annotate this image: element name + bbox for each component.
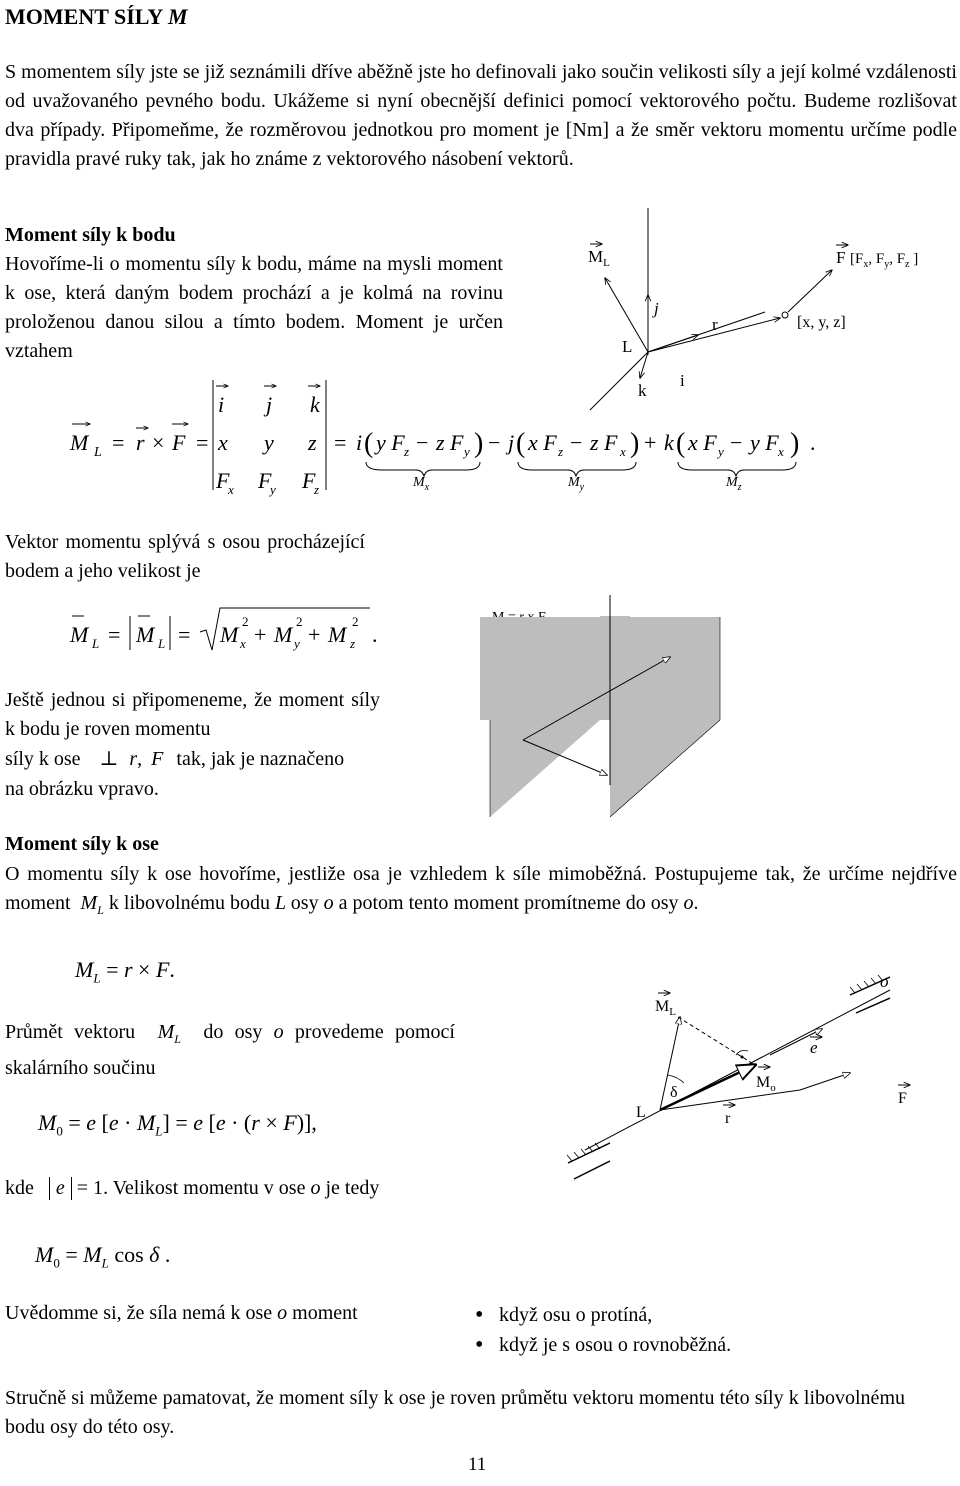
svg-text:k: k (664, 430, 674, 455)
svg-text:+: + (308, 622, 321, 647)
svg-text:x: x (240, 636, 246, 651)
formula-ml-cross: $M_L = r \times F$. (75, 957, 175, 986)
svg-text:M: M (136, 622, 155, 647)
svg-text:M: M (70, 622, 89, 647)
svg-text:M: M (328, 622, 347, 647)
fig1-xyz-label: [x, y, z] (797, 314, 846, 331)
list-item: • když osu o protíná, (475, 1300, 731, 1330)
svg-text:): ) (474, 428, 484, 459)
svg-text:−: − (730, 430, 743, 455)
svg-text:.: . (372, 622, 378, 647)
no-moment-list (475, 1300, 731, 1360)
svg-text:2: 2 (296, 614, 303, 629)
no-moment-text: Uvědomme si, že síla nemá k ose o moment (5, 1302, 358, 1324)
svg-text:.: . (810, 430, 816, 455)
svg-text:+: + (644, 430, 657, 455)
svg-text:2: 2 (242, 614, 249, 629)
svg-text:=: = (108, 622, 121, 647)
title-variable: M (168, 4, 188, 29)
page-title (5, 4, 188, 30)
fig3-o-label: o (880, 972, 889, 991)
svg-text:Mz: $M_z$ (726, 475, 742, 493)
fig3-delta-label: δ (670, 1084, 678, 1101)
fig1-l-label: L (622, 337, 633, 356)
svg-text:z F: z F (590, 430, 618, 455)
svg-text:(: ( (516, 428, 526, 459)
kde-line: kde e = 1. Velikost momentu v ose o je tedy (5, 1177, 380, 1199)
svg-text:y: y (464, 444, 470, 459)
force-vector (788, 270, 832, 312)
fig3-l-label: L (636, 1104, 646, 1121)
svg-text:=: = (178, 622, 191, 647)
fig1-j-label: j (654, 299, 659, 318)
svg-text:z F: z F (436, 430, 464, 455)
svg-text:z: z (314, 482, 320, 497)
svg-text:x: x (218, 430, 228, 455)
svg-text:y: y (294, 636, 300, 651)
list-item: • když je s osou o rovnoběžná. (475, 1330, 731, 1360)
svg-text:−: − (416, 430, 429, 455)
svg-text:x F: x F (528, 430, 557, 455)
fig1-k-label: k (638, 381, 647, 400)
svg-text:z: z (308, 430, 317, 455)
svg-text:=: = (112, 430, 125, 455)
page-number: 11 (468, 1454, 487, 1475)
svg-text:y F: y F (376, 430, 405, 455)
fig1-f-label: F (836, 248, 846, 267)
svg-text:=: = (334, 430, 347, 455)
svg-text:F: F (258, 468, 272, 493)
svg-text:×: × (152, 430, 165, 455)
svg-text:L: L (92, 636, 100, 651)
svg-text:z: z (350, 636, 356, 651)
svg-text:x: x (620, 444, 626, 459)
svg-text:k: k (310, 392, 320, 417)
formula-projection: $M_0 = e$ $[e \cdot M_L] = e$ [e · (r × F)], (38, 1110, 317, 1139)
svg-text:F: F (302, 468, 316, 493)
section-heading-point: Moment síly k bodu (5, 224, 176, 246)
svg-text:−: − (570, 430, 583, 455)
svg-text:M: M (70, 430, 89, 455)
fig3-e-label: e (810, 1038, 818, 1057)
svg-text:My: $M_y$ (568, 475, 585, 493)
section-axis-text: O momentu síly k ose hovoříme, jestliže osa je vzhledem k síle mimoběžná. Postupujeme tak, že určíme nejdříve moment $M_L$ k libovolnému bodu L osy o a potom tento moment promítneme do osy o. (5, 863, 957, 917)
remind-line4: na obrázku vpravo. (5, 778, 159, 800)
svg-text:F: F (216, 468, 230, 493)
remind-paragraph (5, 686, 380, 804)
figure-axis-projection (560, 965, 960, 1180)
svg-text:L: L (158, 636, 166, 651)
figure-plane-right (610, 595, 730, 820)
svg-text:M: M (220, 622, 239, 647)
svg-text:y: y (270, 482, 276, 497)
svg-text:F: F (172, 430, 186, 455)
svg-text:=: = (196, 430, 209, 455)
formula-cos: $M_0 = M_L$ cos δ . (35, 1242, 171, 1271)
vector-coincides-text: Vektor momentu splývá s osou procházející bodem a jeho velikost je (5, 531, 365, 582)
projection-text: Průmět vektoru $M_L$ do osy o provedeme pomocí skalárního součinu (5, 1021, 455, 1079)
svg-text:): ) (630, 428, 640, 459)
svg-text:(: ( (364, 428, 374, 459)
svg-text:j: j (266, 392, 273, 417)
svg-text:y: y (718, 444, 724, 459)
intro-paragraph: S momentem síly jste se již seznámili dříve aběžně jste ho definovali jako součin velikosti síly a její kolmé vzdálenosti od uvažovaného pevného bodu. Ukážeme si nyní obecnější definici pomocí vektorového počtu. Budeme rozlišovat dva případy. Připomeňme, že rozměrovou jednotkou pro moment je [Nm] a že směr vektoru momentu určíme podle pravidla pravé ruky tak, jak ho známe z vektorového násobení vektorů. (5, 61, 957, 170)
svg-text:y F: y F (750, 430, 779, 455)
fig3-mo-label: $M_o$ (756, 1074, 776, 1094)
fig3-ml-label: $M_L$ (655, 998, 676, 1018)
svg-text:x: x (228, 482, 234, 497)
svg-text:): ) (790, 428, 800, 459)
remind-text: Ještě jednou si připomeneme, že moment síly k bodu je roven momentu (5, 689, 380, 740)
svg-text:y: y (264, 430, 274, 455)
svg-text:(: ( (676, 428, 686, 459)
svg-text:x: x (778, 444, 784, 459)
svg-text:M: M (274, 622, 293, 647)
svg-text:2: 2 (352, 614, 359, 629)
fig3-r-label: r (725, 1110, 731, 1127)
svg-text:L: L (94, 445, 102, 460)
fig1-r-label: r (712, 315, 718, 334)
svg-text:+: + (254, 622, 267, 647)
fig3-f-label: F (898, 1090, 907, 1107)
formula-moment-determinant (70, 380, 830, 495)
remind-line3: síly k ose ⊥ r, F tak, jak je naznačeno (5, 748, 345, 770)
svg-text:Mx: $M_x$ (413, 475, 430, 493)
svg-text:x F: x F (688, 430, 717, 455)
svg-text:r: r (136, 430, 145, 455)
svg-text:z: z (404, 444, 410, 459)
section-point-text: Hovoříme-li o momentu síly k bodu, máme na mysli moment k ose, která daným bodem prochází a je kolmá na rovinu proloženou danou silou a tímto bodem. Moment je určen vztahem (5, 253, 503, 362)
section-heading-axis: Moment síly k ose (5, 833, 159, 855)
formula-magnitude (70, 600, 410, 660)
svg-text:i: i (356, 430, 363, 455)
svg-text:−: − (488, 430, 501, 455)
fig1-ml-label: $M_L$ (588, 247, 610, 269)
fig1-i-label: i (680, 371, 685, 390)
svg-text:j: j (508, 430, 515, 455)
svg-text:z: z (558, 444, 564, 459)
summary-text: Stručně si můžeme pamatovat, že moment síly k ose je roven průmětu vektoru momentu této síly k libovolnému bodu osy do této osy. (5, 1387, 905, 1438)
svg-text:i: i (218, 392, 225, 417)
title-text: MOMENT SÍLY (5, 4, 169, 29)
fig1-f-components: [$F_x$, $F_y$, $F_z$ ] (850, 251, 919, 270)
